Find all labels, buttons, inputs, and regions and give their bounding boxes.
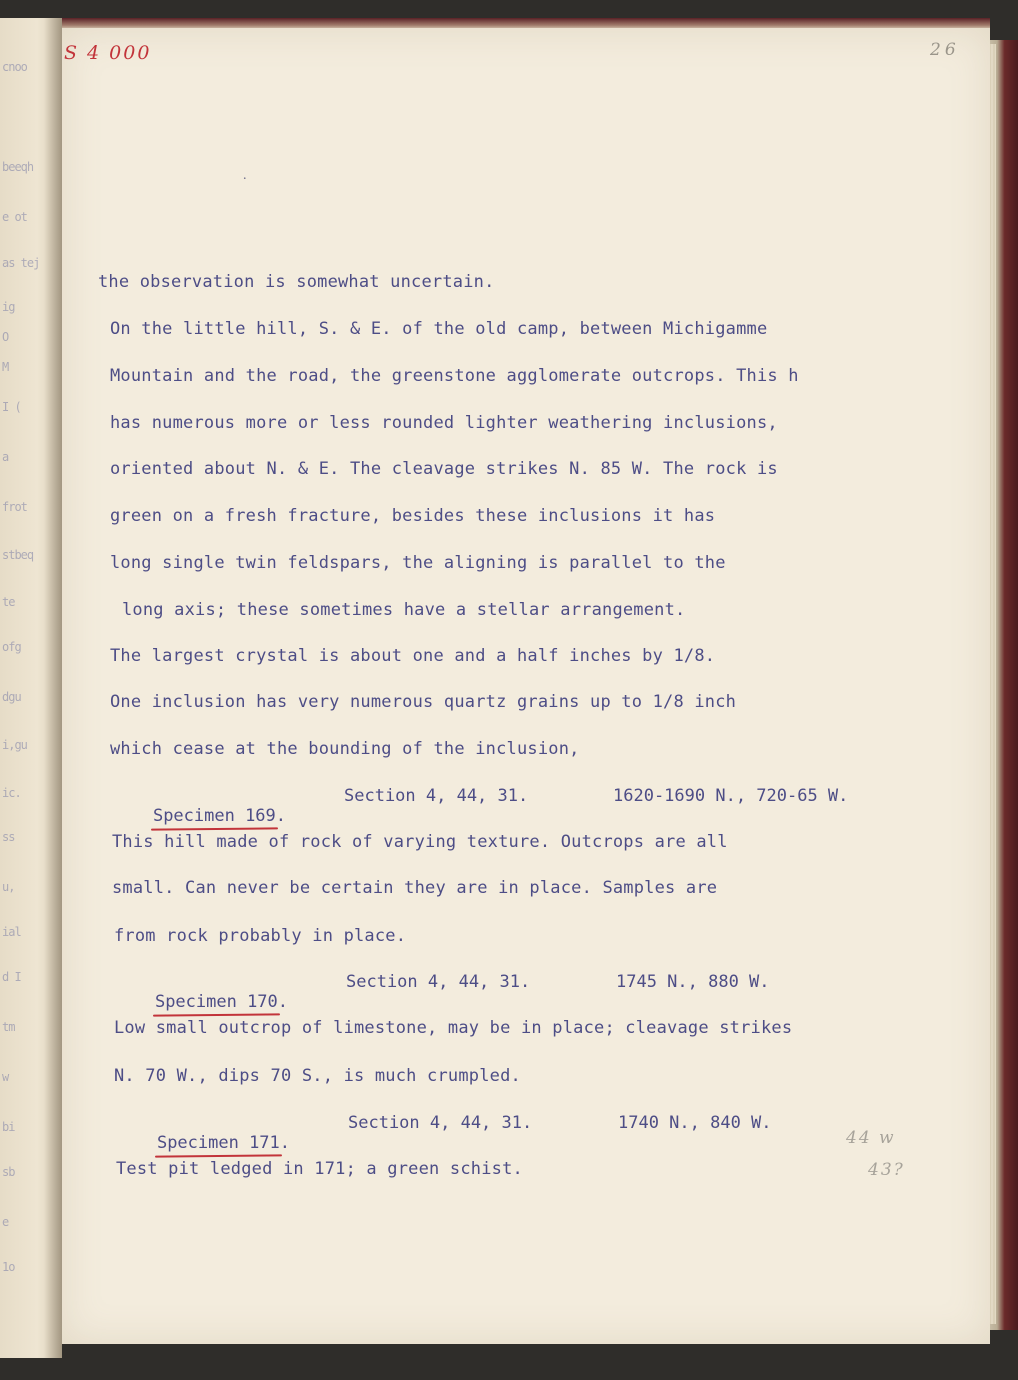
red-underline [155,1154,282,1157]
specimen-label-text: Specimen 169. [152,806,287,826]
text-line: which cease at the bounding of the inclusion, [110,739,580,759]
facing-page-bleed: dgu [2,690,21,704]
red-underline [153,1013,280,1016]
facing-page-bleed: w [2,1070,9,1084]
text-line: Mountain and the road, the greenstone agglomerate outcrops. This h [110,366,799,386]
facing-page-bleed: te [2,595,15,609]
text-line: One inclusion has very numerous quartz grains up to 1/8 inch [110,692,737,712]
specimen-note: This hill made of rock of varying texture. Outcrops are all [112,832,728,852]
facing-page-bleed: bi [2,1120,15,1134]
facing-page-bleed: as tej [2,256,40,270]
specimen-coords: 1740 N., 840 W. [618,1113,772,1133]
facing-page-bleed: sb [2,1165,15,1179]
specimen-note: Low small outcrop of limestone, may be in place; cleavage strikes [114,1018,793,1038]
facing-page-bleed: M [2,360,9,374]
specimen-label [153,806,286,826]
specimen-coords: 1620-1690 N., 720-65 W. [613,786,849,806]
facing-page-bleed: ss [2,830,15,844]
text-line: long single twin feldspars, the aligning is parallel to the [110,553,726,573]
facing-page-bleed: 1o [2,1260,15,1274]
specimen-label-text: Specimen 171. [156,1133,291,1153]
facing-page-bleed: u, [2,880,15,894]
specimen-section: Section 4, 44, 31. [348,1113,533,1133]
text-line: long axis; these sometimes have a stellar arrangement. [122,600,686,620]
facing-page-bleed: a [2,450,9,464]
facing-page-bleed: beeqh [2,160,34,174]
specimen-note: from rock probably in place. [114,926,407,946]
text-line: The largest crystal is about one and a half inches by 1/8. [110,646,716,666]
facing-page-bleed: stbeq [2,548,34,562]
facing-page-bleed: cnoo [2,60,27,74]
folio-left: S 4 000 [64,42,152,64]
red-underline [151,827,278,830]
specimen-note: small. Can never be certain they are in place. Samples are [112,878,718,898]
facing-page-bleed: e [2,1215,9,1229]
specimen-label-text: Specimen 170. [154,992,289,1012]
facing-page-bleed: I ( [2,400,21,414]
facing-page-bleed: e ot [2,210,27,224]
specimen-coords: 1745 N., 880 W. [616,972,770,992]
page-number: 26 [930,40,960,60]
specimen-note: N. 70 W., dips 70 S., is much crumpled. [114,1066,521,1086]
specimen-label [155,992,288,1012]
facing-page-bleed: ofg [2,640,21,654]
text-line: green on a fresh fracture, besides these inclusions it has [110,506,716,526]
text-line: the observation is somewhat uncertain. [98,272,495,292]
specimen-note: Test pit ledged in 171; a green schist. [116,1159,523,1179]
facing-page-bleed: ial [2,925,21,939]
text-line: oriented about N. & E. The cleavage strikes N. 85 W. The rock is [110,459,778,479]
facing-page-bleed: tm [2,1020,15,1034]
margin-note: 43? [868,1160,905,1180]
text-line: On the little hill, S. & E. of the old camp, between Michigamme [110,319,768,339]
facing-page-bleed: i,gu [2,738,27,752]
facing-page-bleed: frot [2,500,27,514]
facing-page-bleed: O [2,330,9,344]
specimen-section: Section 4, 44, 31. [346,972,531,992]
facing-page-bleed: ic. [2,786,21,800]
facing-page-bleed: d I [2,970,21,984]
margin-note: 44 w [846,1128,896,1148]
text-line: has numerous more or less rounded lighter weathering inclusions, [110,413,778,433]
stray-mark: . [243,168,247,183]
specimen-section: Section 4, 44, 31. [344,786,529,806]
gutter-shadow [44,18,62,1358]
specimen-label [157,1133,290,1153]
facing-page-bleed: ig [2,300,15,314]
